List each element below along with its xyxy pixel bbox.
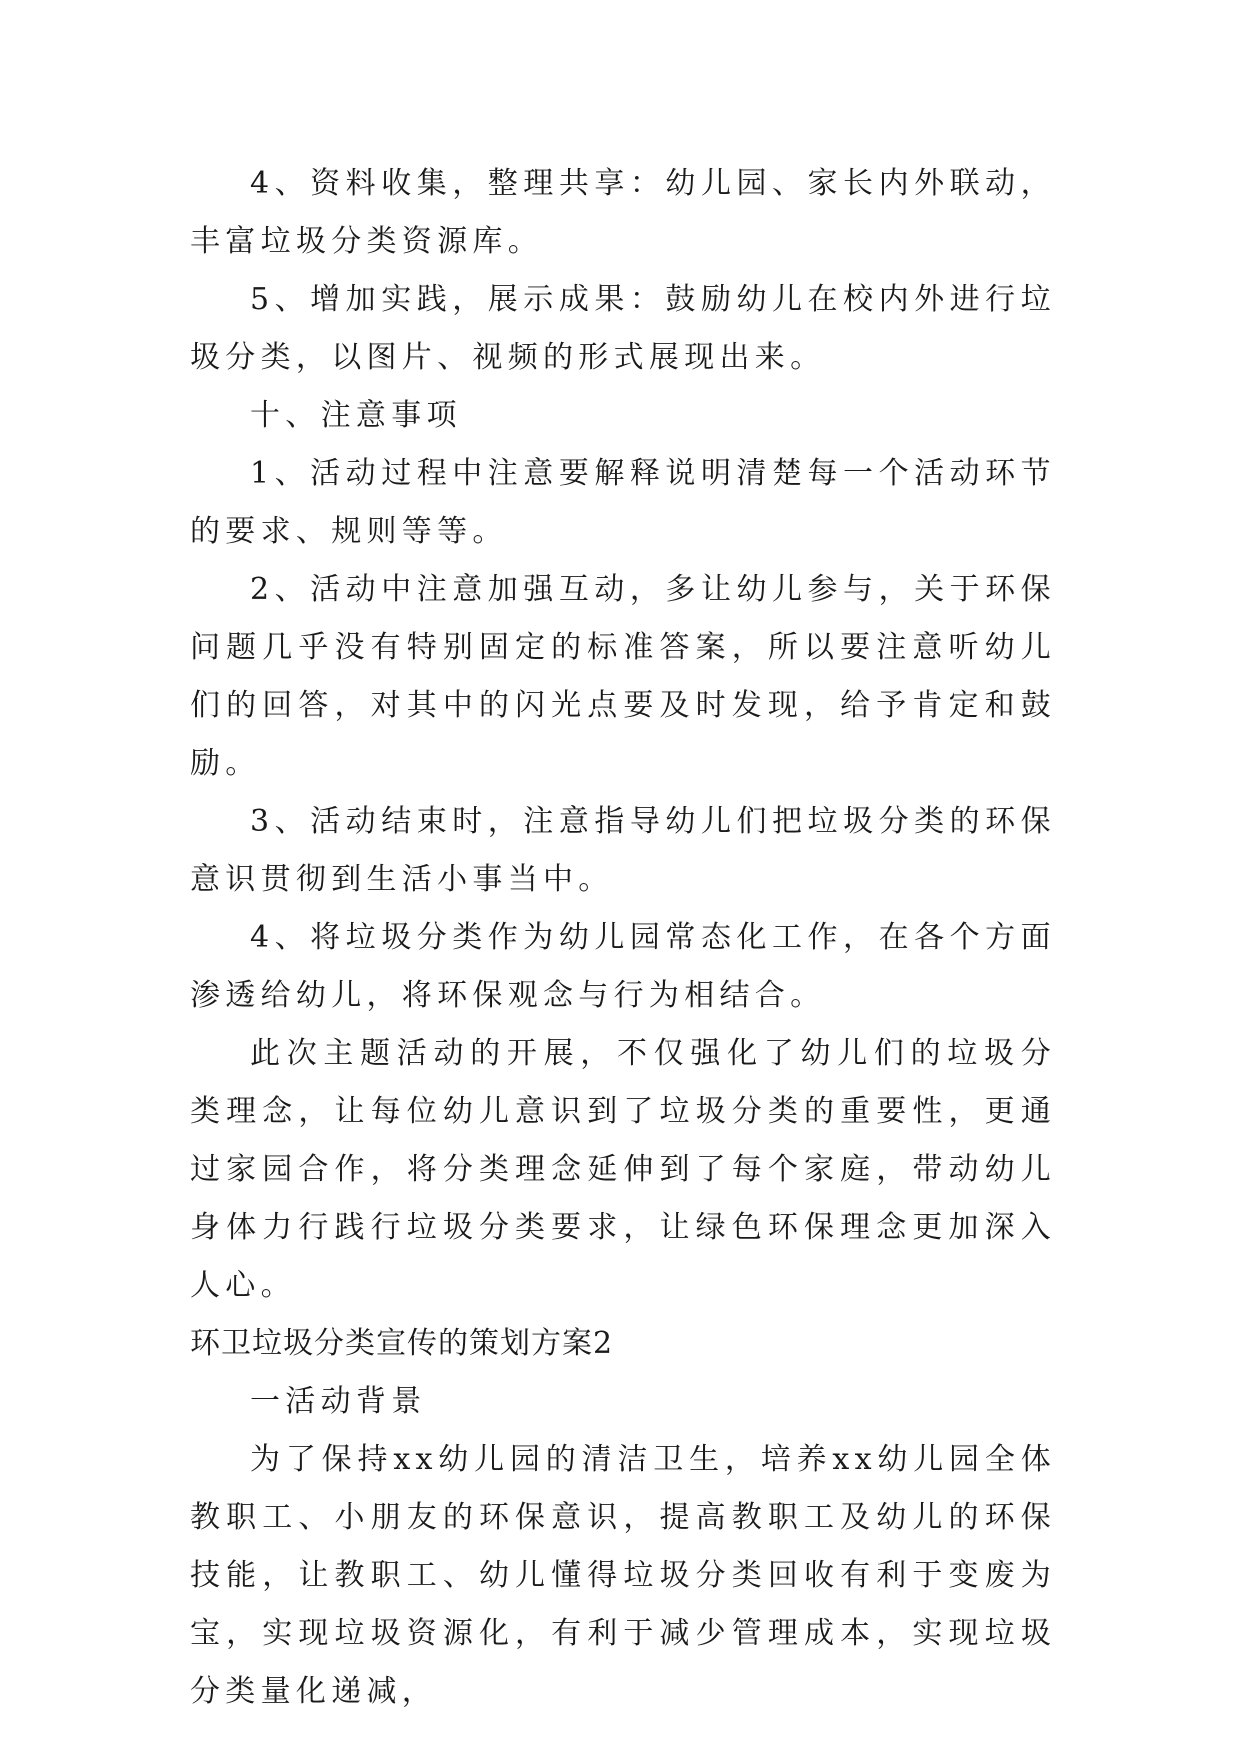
subheading-background: 一活动背景 (250, 1384, 427, 1419)
paragraph-item-4-materials: 4、资料收集，整理共享：幼儿园、家长内外联动，丰富垃圾分类资源库。 (190, 166, 1056, 259)
paragraph-note-3: 3、活动结束时，注意指导幼儿们把垃圾分类的环保意识贯彻到生活小事当中。 (190, 804, 1056, 897)
paragraph-note-4: 4、将垃圾分类作为幼儿园常态化工作，在各个方面渗透给幼儿，将环保观念与行为相结合。 (190, 920, 1056, 1013)
document-page (190, 155, 1056, 1721)
paragraph-item-5-practice: 5、增加实践，展示成果：鼓励幼儿在校内外进行垃圾分类，以图片、视频的形式展现出来。 (190, 282, 1056, 375)
paragraph-note-2: 2、活动中注意加强互动，多让幼儿参与，关于环保问题几乎没有特别固定的标准答案，所以要注意听幼儿们的回答，对其中的闪光点要及时发现，给予肯定和鼓励。 (190, 572, 1056, 781)
paragraph-summary: 此次主题活动的开展，不仅强化了幼儿们的垃圾分类理念，让每位幼儿意识到了垃圾分类的重要性，更通过家园合作，将分类理念延伸到了每个家庭，带动幼儿身体力行践行垃圾分类要求，让绿色环保理念更加深入人心。 (190, 1036, 1056, 1303)
section-title: 环卫垃圾分类宣传的策划方案2 (190, 1326, 614, 1361)
subheading-notes: 十、注意事项 (250, 398, 462, 433)
paragraph-note-1: 1、活动过程中注意要解释说明清楚每一个活动环节的要求、规则等等。 (190, 456, 1056, 549)
paragraph-background: 为了保持xx幼儿园的清洁卫生，培养xx幼儿园全体教职工、小朋友的环保意识，提高教职工及幼儿的环保技能，让教职工、幼儿懂得垃圾分类回收有利于变废为宝，实现垃圾资源化，有利于减少管理成本，实现垃圾分类量化递减， (190, 1442, 1056, 1709)
